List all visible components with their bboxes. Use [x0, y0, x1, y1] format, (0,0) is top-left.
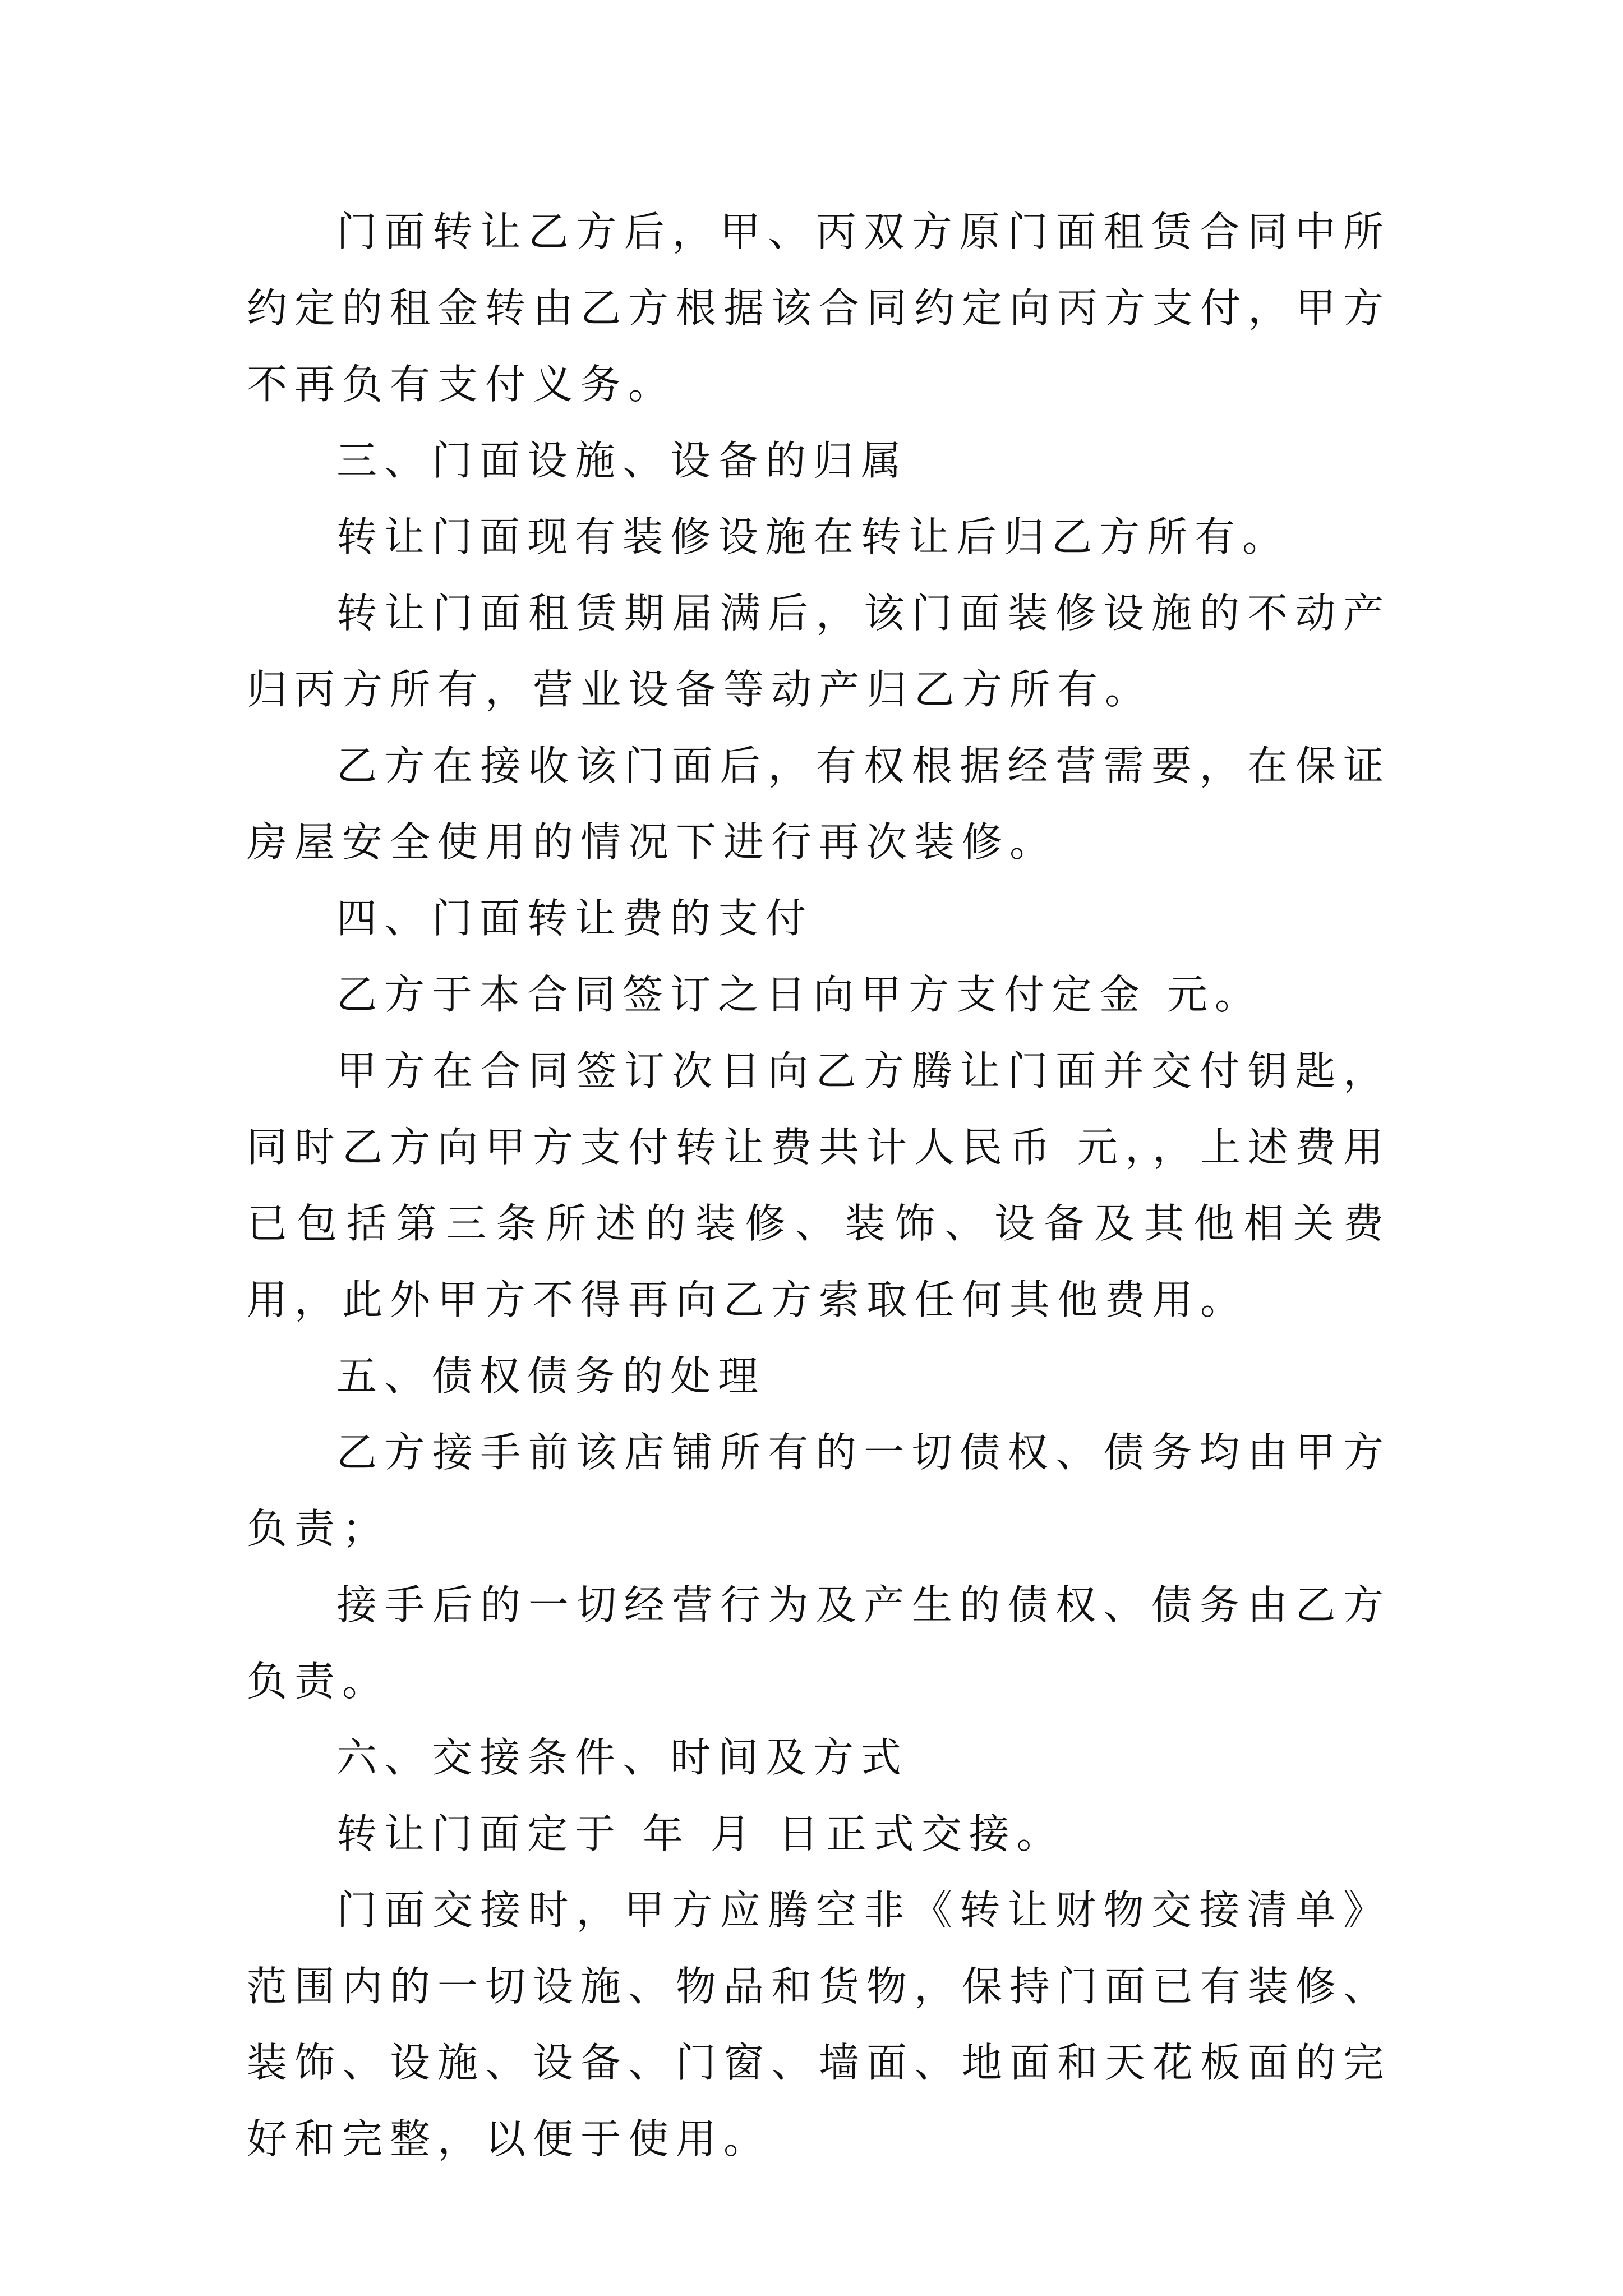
paragraph-handover-date: 转让门面定于 年 月 日正式交接。 [336, 1810, 1064, 1857]
section-heading-4: 四、门面转让费的支付 [336, 895, 814, 942]
paragraph-debts-after: 接手后的一切经营行为及产生的债权、债务由乙方负责。 [247, 1581, 1391, 1705]
paragraph-debts-before: 乙方接手前该店铺所有的一切债权、债务均由甲方负责； [247, 1429, 1391, 1552]
section-heading-3: 三、门面设施、设备的归属 [336, 437, 909, 484]
document-body [247, 194, 1391, 2177]
paragraph-transfer-fee: 甲方在合同签订次日向乙方腾让门面并交付钥匙，同时乙方向甲方支付转让费共计人民币 元，，上述费用已包括第三条所述的装修、装饰、设备及其他相关费用，此外甲方不得再向乙方索取任何其他费用。 [247, 1047, 1391, 1323]
paragraph-renovation-right: 乙方在接收该门面后，有权根据经营需要，在保证房屋安全使用的情况下进行再次装修。 [247, 742, 1391, 866]
section-heading-6: 六、交接条件、时间及方式 [336, 1734, 909, 1781]
paragraph-handover-conditions: 门面交接时，甲方应腾空非《转让财物交接清单》范围内的一切设施、物品和货物，保持门面已有装修、装饰、设施、设备、门窗、墙面、地面和天花板面的完好和完整，以便于使用。 [247, 1887, 1391, 2162]
paragraph-lease-expiry: 转让门面租赁期届满后，该门面装修设施的不动产归丙方所有，营业设备等动产归乙方所有。 [247, 590, 1391, 713]
paragraph-rent-transfer: 门面转让乙方后，甲、丙双方原门面租赁合同中所约定的租金转由乙方根据该合同约定向丙方支付，甲方不再负有支付义务。 [247, 208, 1391, 408]
section-heading-5: 五、债权债务的处理 [336, 1352, 766, 1400]
paragraph-deposit: 乙方于本合同签订之日向甲方支付定金 元。 [336, 971, 1262, 1018]
paragraph-decor-ownership: 转让门面现有装修设施在转让后归乙方所有。 [336, 513, 1290, 560]
